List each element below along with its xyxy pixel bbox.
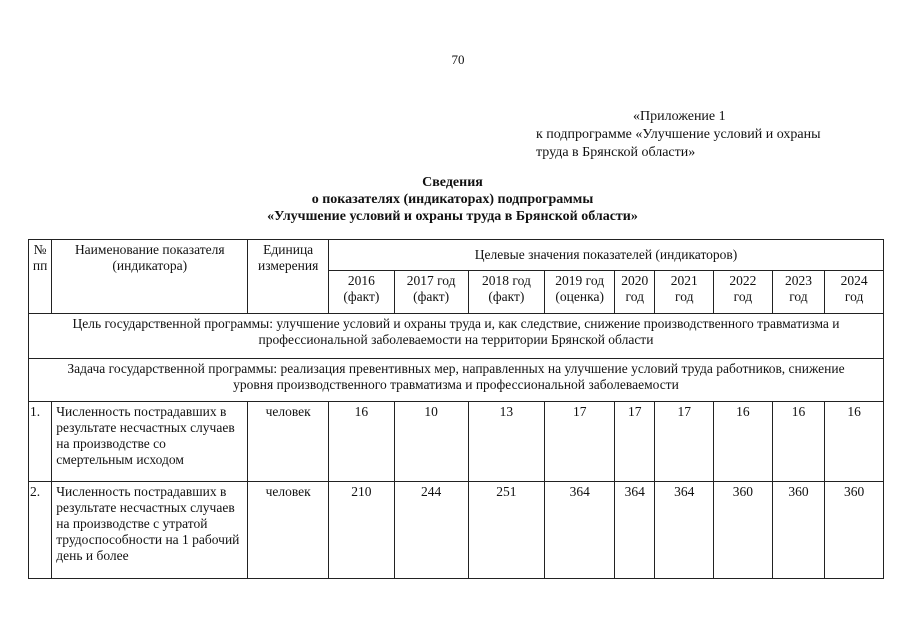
- document-heading: [0, 174, 905, 225]
- row-unit: человек: [248, 402, 329, 482]
- goal-row: [29, 313, 884, 358]
- year-note: год: [675, 288, 694, 304]
- row-name: Численность пострадавших в результате несчастных случаев на производстве со смертельным исходом: [52, 402, 248, 482]
- row-value: 17: [615, 402, 655, 482]
- header-targets: Целевые значения показателей (индикаторов): [329, 240, 884, 271]
- year-label: 2020: [621, 272, 649, 288]
- table-row: [29, 402, 884, 482]
- row-value: 360: [825, 482, 884, 579]
- row-name: Численность пострадавших в результате несчастных случаев на производстве с утратой трудоспособности на 1 рабочий день и более: [52, 482, 248, 579]
- row-value: 364: [615, 482, 655, 579]
- year-label: 2018 год: [482, 272, 531, 288]
- row-value: 16: [329, 402, 395, 482]
- heading-line-3: «Улучшение условий и охраны труда в Брянской области»: [267, 209, 638, 224]
- row-value: 364: [655, 482, 714, 579]
- row-value: 364: [545, 482, 615, 579]
- header-name: Наименование показателя (индикатора): [52, 240, 248, 314]
- year-note: (факт): [343, 288, 380, 304]
- year-label: 2016: [347, 272, 375, 288]
- year-label: 2023: [784, 272, 812, 288]
- header-row-1: [29, 240, 884, 271]
- task-text: Задача государственной программы: реализация превентивных мер, направленных на улучшение условий труда работников, снижение уровня производственного травматизма и профессиональной заболеваемости: [29, 359, 884, 402]
- year-header: [394, 270, 468, 313]
- appendix-line-3: труда в Брянской области»: [536, 145, 696, 160]
- header-unit: Единица измерения: [248, 240, 329, 314]
- year-header: [615, 270, 655, 313]
- row-value: 251: [468, 482, 545, 579]
- year-label: 2024: [840, 272, 868, 288]
- year-note: год: [789, 288, 808, 304]
- row-value: 16: [825, 402, 884, 482]
- year-note: (факт): [413, 288, 450, 304]
- row-value: 210: [329, 482, 395, 579]
- goal-text: Цель государственной программы: улучшение условий и охраны труда и, как следствие, снижение производственного травматизма и профессиональной заболеваемости на территории Брянской области: [29, 313, 884, 358]
- year-label: 2017 год: [406, 272, 456, 288]
- row-value: 16: [772, 402, 825, 482]
- table-row: [29, 482, 884, 579]
- appendix-line-2: к подпрограмме «Улучшение условий и охраны: [536, 127, 821, 142]
- row-value: 13: [468, 402, 545, 482]
- year-header: [655, 270, 714, 313]
- year-label: 2021: [670, 272, 698, 288]
- year-header: [825, 270, 884, 313]
- year-note: (оценка): [555, 288, 604, 304]
- row-value: 360: [714, 482, 773, 579]
- row-value: 17: [655, 402, 714, 482]
- row-unit: человек: [248, 482, 329, 579]
- row-value: 10: [394, 402, 468, 482]
- task-row: [29, 359, 884, 402]
- year-label: 2019 год: [555, 272, 605, 288]
- row-number: 2.: [29, 482, 52, 579]
- heading-line-2: о показателях (индикаторах) подпрограммы: [311, 192, 594, 207]
- year-header: [468, 270, 545, 313]
- row-number: 1.: [29, 402, 52, 482]
- appendix-line-1: «Приложение 1: [633, 109, 726, 124]
- year-header: [772, 270, 825, 313]
- year-header: [714, 270, 773, 313]
- year-header: [545, 270, 615, 313]
- year-note: (факт): [488, 288, 525, 304]
- heading-line-1: Сведения: [422, 175, 483, 190]
- row-value: 17: [545, 402, 615, 482]
- row-value: 360: [772, 482, 825, 579]
- year-note: год: [844, 288, 864, 304]
- page-number: 70: [451, 52, 465, 67]
- header-number: № пп: [29, 240, 52, 314]
- indicators-table: [28, 239, 884, 579]
- row-value: 16: [714, 402, 773, 482]
- year-note: год: [733, 288, 753, 304]
- year-note: год: [625, 288, 644, 304]
- year-label: 2022: [729, 272, 757, 288]
- year-header: [329, 270, 395, 313]
- row-value: 244: [394, 482, 468, 579]
- appendix-note: [536, 108, 821, 162]
